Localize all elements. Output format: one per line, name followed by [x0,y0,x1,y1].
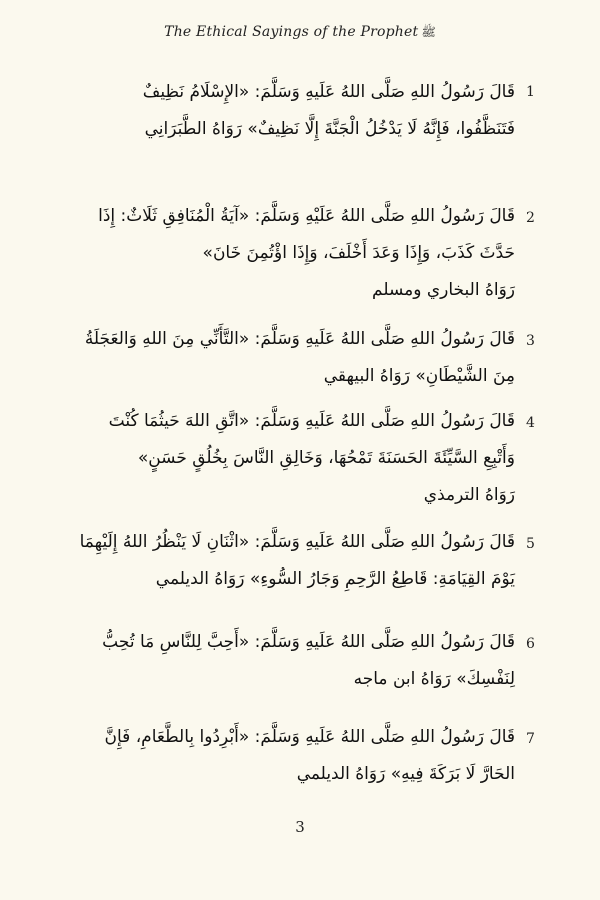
running-head [0,24,600,42]
hadith-entry [70,74,535,148]
hadith-line: وَأَتْبِعِ السَّيِّئَةَ الحَسَنَةَ تَمْحُهَا، وَخَالِقِ النَّاسَ بِخُلُقٍ حَسَنٍ» [137,448,515,468]
hadith-line: مِنَ الشَّيْطَانِ» رَوَاهُ البيهقي [323,366,515,386]
hadith-line: قَالَ رَسُولُ اللهِ صَلَّى اللهُ عَلَيهِ وَسَلَّمَ: «الإِسْلَامُ نَظِيفٌ [142,82,515,102]
hadith-text [70,719,515,793]
entry-number: 3 [526,333,535,349]
hadith-text [70,74,515,148]
entry-number: 4 [526,415,535,431]
hadith-entry [70,524,535,598]
hadith-line: قَالَ رَسُولُ اللهِ صَلَّى اللهُ عَلَيهِ وَسَلَّمَ: «اثْنَانِ لَا يَنْظُرُ اللهُ إِلَيْهِمَا [79,532,515,552]
hadith-line: قَالَ رَسُولُ اللهِ صَلَّى اللهُ عَلَيهِ وَسَلَّمَ: «اتَّقِ اللهَ حَيثُمَا كُنْتَ [108,411,515,431]
hadith-text [70,624,515,698]
hadith-entry [70,321,535,395]
hadith-line: قَالَ رَسُولُ اللهِ صَلَّى اللهُ عَلَيْهِ وَسَلَّمَ: «آيَةُ الْمُنَافِقِ ثَلَاثٌ: إِذَا [98,206,515,226]
hadith-line: قَالَ رَسُولُ اللهِ صَلَّى اللهُ عَلَيهِ وَسَلَّمَ: «أَحِبَّ لِلنَّاسِ مَا تُحِبُّ [102,632,515,652]
hadith-line: الحَارَّ لَا بَرَكَةَ فِيهِ» رَوَاهُ الديلمي [296,764,515,784]
entry-number: 2 [526,210,535,226]
hadith-entry [70,198,535,309]
entry-number: 7 [526,731,535,747]
hadith-line: قَالَ رَسُولُ اللهِ صَلَّى اللهُ عَلَيهِ وَسَلَّمَ: «أَبْرِدُوا بِالطَّعَامِ، فَإِنَّ [104,727,515,747]
page-number: 3 [295,818,305,836]
hadith-line: حَدَّثَ كَذَبَ، وَإِذَا وَعَدَ أَخْلَفَ، وَإِذَا اؤْتُمِنَ خَانَ» [202,243,515,263]
hadith-line: قَالَ رَسُولُ اللهِ صَلَّى اللهُ عَلَيهِ وَسَلَّمَ: «التَّأَنِّي مِنَ اللهِ وَالعَجَلَةُ [84,329,515,349]
hadith-text [70,403,515,514]
hadith-entry [70,719,535,793]
entry-number: 1 [526,84,535,100]
entry-number: 5 [526,536,535,552]
hadith-line: يَوْمَ القِيَامَةِ: قَاطِعُ الرَّحِمِ وَجَارُ السُّوءِ» رَوَاهُ الديلمي [155,569,515,589]
running-head-title: The Ethical Sayings of the Prophet [164,24,419,40]
hadith-text [70,524,515,598]
hadith-line: فَتَنَظَّفُوا، فَإِنَّهُ لَا يَدْخُلُ الْجَنَّةَ إِلَّا نَظِيفٌ» رَوَاهُ الطَّبَرَانِي [144,119,515,139]
honorific-symbol: ﷺ [421,25,436,39]
hadith-line: رَوَاهُ الترمذي [423,485,515,505]
hadith-line: لِنَفْسِكَ» رَوَاهُ ابن ماجه [353,669,515,689]
hadith-text [70,198,515,309]
hadith-entry [70,403,535,514]
hadith-entry [70,624,535,698]
hadith-text [70,321,515,395]
entry-number: 6 [526,636,535,652]
hadith-line: رَوَاهُ البخاري ومسلم [372,280,515,300]
